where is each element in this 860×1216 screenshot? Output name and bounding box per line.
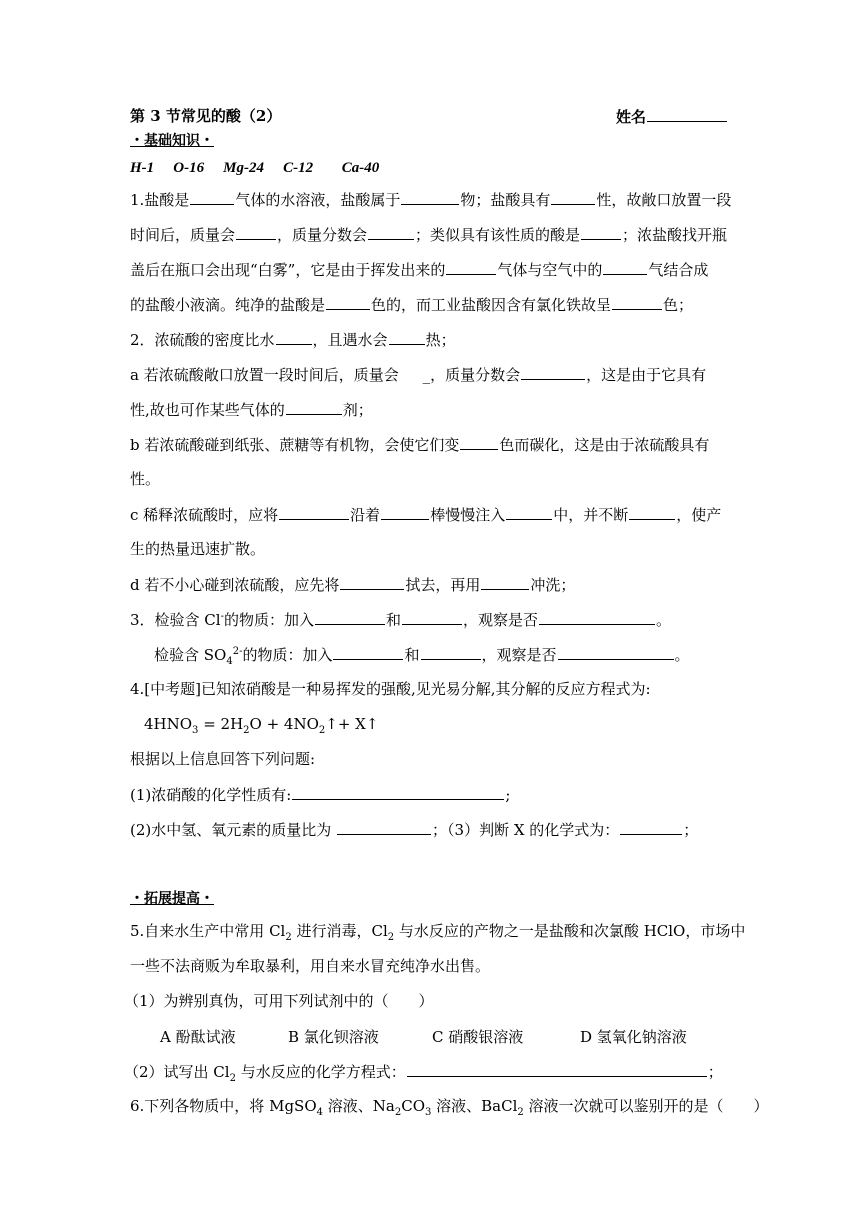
superscript: - <box>220 611 224 622</box>
text: c 稀释浓硫酸时，应将 <box>130 506 279 524</box>
subscript: 2 <box>517 1107 524 1118</box>
atomic-mass-ca: Ca-40 <box>341 160 380 176</box>
text: 棒慢慢注入 <box>430 506 506 524</box>
blank[interactable] <box>333 644 403 660</box>
blank[interactable] <box>389 329 425 345</box>
blank[interactable] <box>551 189 595 205</box>
text: 色； <box>663 296 694 314</box>
blank[interactable] <box>402 609 462 625</box>
text: 冲洗； <box>530 576 576 594</box>
text: 与水反应的化学方程式： <box>235 1063 406 1081</box>
q2-a-line2 <box>130 399 373 420</box>
q2-a-line1 <box>130 364 706 385</box>
text: 色而碳化，这是由于浓硫酸具有 <box>499 436 710 454</box>
blank[interactable] <box>460 434 498 450</box>
text: ，使产 <box>676 506 722 524</box>
text: (2)水中氢、氧元素的质量比为 <box>130 821 337 839</box>
q2-b-line1 <box>130 434 709 455</box>
text: 拭去，再用 <box>405 576 481 594</box>
text: O + 4NO <box>249 715 319 733</box>
q5-line2: 一些不法商贩为牟取暴利，用自来水冒充纯净水出售。 <box>130 957 491 975</box>
text: 溶液一次就可以鉴别开的是（ ） <box>523 1097 769 1115</box>
text: 气体的水溶液，盐酸属于 <box>235 191 401 209</box>
blank[interactable] <box>340 574 404 590</box>
text: 和 <box>404 646 420 664</box>
text: 溶液、BaCl <box>431 1097 518 1115</box>
option-b[interactable]: B 氯化钡溶液 <box>288 1028 379 1046</box>
text: （2）试写出 Cl <box>124 1063 230 1081</box>
text: 性,故也可作某些气体的 <box>130 401 285 419</box>
text: 4HNO <box>144 715 193 733</box>
text: ，这是由于它具有 <box>586 366 707 384</box>
q4-equation <box>144 714 378 734</box>
text: 3．检验含 Cl <box>130 611 221 629</box>
atomic-masses <box>130 157 379 178</box>
section-basic-knowledge: ・基础知识・ <box>130 133 214 149</box>
blank[interactable] <box>236 224 276 240</box>
text: d 若不小心碰到浓硫酸，应先将 <box>130 576 340 594</box>
blank[interactable] <box>446 259 496 275</box>
page-title: 第 3 节常见的酸（2） <box>130 107 282 125</box>
subscript: 3 <box>425 1107 432 1118</box>
subscript: 2 <box>229 1073 236 1084</box>
blank[interactable] <box>401 189 459 205</box>
atomic-mass-o: O-16 <box>173 160 205 176</box>
blank[interactable] <box>337 819 431 835</box>
q2-c-line1 <box>130 504 721 525</box>
text: ，观察是否 <box>481 646 557 664</box>
text: 剂； <box>342 401 373 419</box>
text: 的物质：加入 <box>242 646 333 664</box>
q2-c-line2: 生的热量迅速扩散。 <box>130 540 266 558</box>
q2-b-line2: 性。 <box>130 470 161 488</box>
blank[interactable] <box>279 504 349 520</box>
blank[interactable] <box>506 504 552 520</box>
text: 时间后，质量会 <box>130 226 236 244</box>
q1-line4 <box>130 294 693 315</box>
atomic-mass-mg: Mg-24 <box>223 160 264 176</box>
text: 中，并不断 <box>553 506 629 524</box>
q5-line5 <box>124 1061 723 1082</box>
text: 色的，而工业盐酸因含有氯化铁故呈 <box>371 296 612 314</box>
section-extension: ・拓展提高・ <box>130 891 214 907</box>
option-a[interactable]: A 酚酞试液 <box>160 1028 236 1046</box>
text: 溶液、Na <box>323 1097 395 1115</box>
option-c[interactable]: C 硝酸银溶液 <box>432 1028 524 1046</box>
text: b 若浓硫酸碰到纸张、蔗糖等有机物，会使它们变 <box>130 436 460 454</box>
text: 沿着 <box>350 506 381 524</box>
q5-line3: （1）为辨别真伪，可用下列试剂中的（ ） <box>124 992 434 1010</box>
name-field[interactable] <box>616 106 728 127</box>
blank[interactable] <box>481 574 529 590</box>
q2-d-line1 <box>130 574 575 595</box>
option-d[interactable]: D 氢氧化钠溶液 <box>580 1028 687 1046</box>
blank[interactable] <box>276 329 312 345</box>
text: 气结合成 <box>648 261 709 279</box>
blank[interactable] <box>315 609 385 625</box>
blank[interactable] <box>421 644 481 660</box>
text: ，质量分数会 <box>277 226 368 244</box>
blank[interactable] <box>581 224 621 240</box>
text: 检验含 SO <box>154 646 227 664</box>
blank[interactable] <box>629 504 675 520</box>
q3-line2 <box>154 644 690 665</box>
text: 5.自来水生产中常用 Cl <box>130 922 286 940</box>
subscript: 2 <box>394 1107 402 1118</box>
text: a 若浓硫酸敞口放置一段时间后，质量会 <box>130 366 399 384</box>
blank[interactable] <box>190 189 234 205</box>
subscript: 3 <box>192 725 199 736</box>
text: 的物质：加入 <box>223 611 314 629</box>
q1-line1 <box>130 189 731 210</box>
superscript: 2- <box>232 646 243 657</box>
name-blank[interactable] <box>647 106 727 122</box>
blank[interactable] <box>612 294 662 310</box>
text: ； <box>707 1063 723 1081</box>
text: ； <box>683 821 699 839</box>
blank[interactable] <box>292 784 504 800</box>
subscript: 2 <box>318 725 326 736</box>
text: ，且遇水会 <box>312 331 388 349</box>
q4-line5 <box>130 819 698 840</box>
blank[interactable] <box>620 819 682 835</box>
text: ↑+ X↑ <box>325 715 379 733</box>
text: 1.盐酸是 <box>130 191 190 209</box>
subscript: 2 <box>243 725 250 736</box>
text: ; <box>505 786 511 804</box>
blank[interactable] <box>368 224 414 240</box>
q5-line1 <box>130 921 745 941</box>
text: 性，故敞口放置一段 <box>596 191 732 209</box>
q6-line1 <box>130 1096 769 1116</box>
atomic-mass-h: H-1 <box>130 160 155 176</box>
q4-line1: 4.[中考题]已知浓硝酸是一种易挥发的强酸,见光易分解,其分解的反应方程式为: <box>130 680 651 698</box>
blank[interactable] <box>381 504 429 520</box>
subscript: 2 <box>387 932 395 943</box>
text: 。 <box>656 611 672 629</box>
text: 和 <box>386 611 402 629</box>
text: = 2H <box>198 715 244 733</box>
text: 的盐酸小液滴。纯净的盐酸是 <box>130 296 326 314</box>
blank[interactable] <box>326 294 370 310</box>
text: ；类似具有该性质的酸是 <box>415 226 581 244</box>
text: 热； <box>425 331 456 349</box>
text: CO <box>401 1097 425 1115</box>
text: 进行消毒，Cl <box>291 922 388 940</box>
text: 与水反应的产物之一是盐酸和次氯酸 HClO，市场中 <box>394 922 746 940</box>
q1-line2 <box>130 224 727 245</box>
blank[interactable] <box>407 1061 707 1077</box>
text: 。 <box>674 646 690 664</box>
atomic-mass-c: C-12 <box>283 160 314 176</box>
subscript: 4 <box>316 1107 323 1118</box>
text: ；浓盐酸找开瓶 <box>622 226 728 244</box>
q3-line1 <box>130 609 671 630</box>
blank[interactable] <box>539 609 655 625</box>
q2-line1 <box>130 329 456 350</box>
q4-line3: 根据以上信息回答下列问题: <box>130 750 316 768</box>
blank[interactable] <box>286 399 342 415</box>
q1-line3 <box>130 259 708 280</box>
text: _，质量分数会 <box>422 366 521 384</box>
blank[interactable] <box>521 364 585 380</box>
text: (1)浓硝酸的化学性质有: <box>130 786 292 804</box>
text: ；（3）判断 X 的化学式为： <box>432 821 620 839</box>
name-label: 姓名 <box>616 108 647 126</box>
subscript: 2 <box>285 932 292 943</box>
q4-line4 <box>130 784 510 805</box>
text: 气体与空气中的 <box>497 261 603 279</box>
text: 6.下列各物质中，将 MgSO <box>130 1097 317 1115</box>
text: ，观察是否 <box>463 611 539 629</box>
blank[interactable] <box>558 644 674 660</box>
text: 物；盐酸具有 <box>460 191 551 209</box>
text: 2．浓硫酸的密度比水 <box>130 331 275 349</box>
text: 盖后在瓶口会出现“白雾”，它是由于挥发出来的 <box>130 261 446 279</box>
blank[interactable] <box>603 259 647 275</box>
subscript: 4 <box>226 656 233 667</box>
